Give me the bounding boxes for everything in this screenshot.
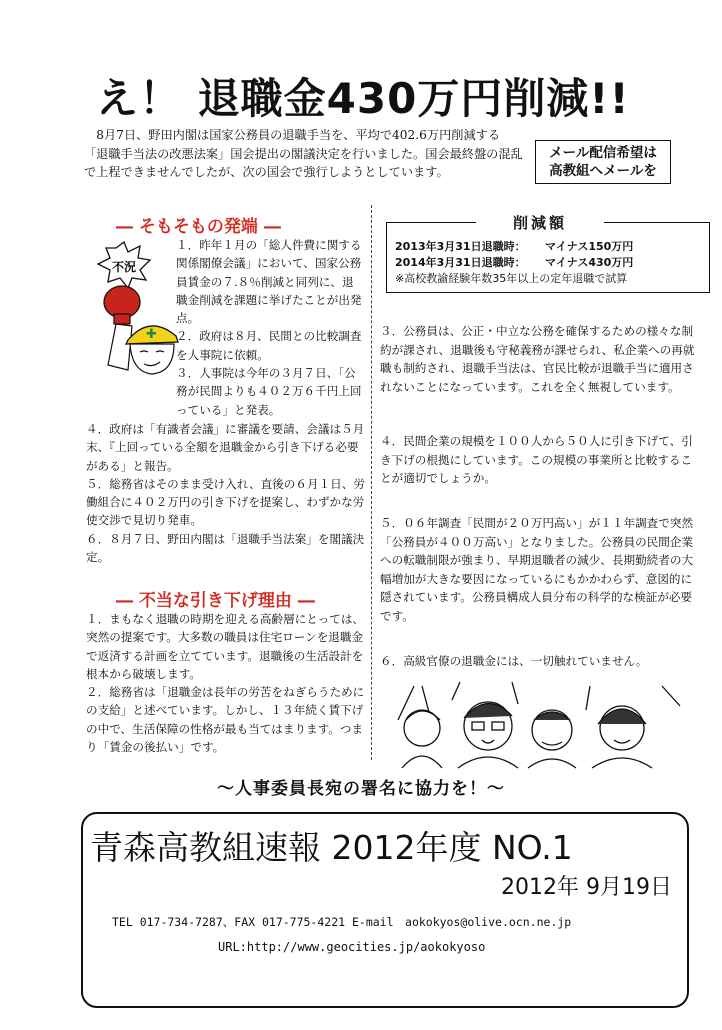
- intro-paragraph: 8月7日、野田内閣は国家公務員の退職手当を、平均で402.6万円削減する「退職手当法の改悪法案」国会提出の閣議決定を行いました。国会最終盤の混乱で上程できませんでしたが、次の国会で強行しようとしています。: [84, 128, 523, 179]
- cut-amount-title: 削減額: [476, 212, 604, 233]
- boxing-glove-icon: [104, 286, 140, 324]
- list-item: ５．０６年調査「民間が２０万円高い」が１１年調査で突然「公務員が４００万高い」となりました。公務員の民間企業への転職制限が強まり、早期退職者の減少、長期勤続者の大幅増加が大きな要因になっているにもかかわらず、意図的に隠されています。公務員構成人員分布の科学的な検証が必要です。: [380, 516, 694, 623]
- list-item: ４．民間企業の規模を１００人から５０人に引き下げて、引き下げの根拠にしています。この規模の事業所と比較することが適切でしょうか。: [380, 434, 693, 486]
- url-link[interactable]: URL:http://www.geocities.jp/aokokyoso: [218, 940, 486, 954]
- section1-items-wide: [86, 420, 366, 566]
- illustration-label: 不況: [112, 260, 137, 274]
- cut-row: [395, 239, 703, 255]
- list-item: ６．高級官僚の退職金には、一切触れていません。: [380, 654, 648, 668]
- list-item: ６．８月７日、野田内閣は「退職手当法案」を閣議決定。: [86, 531, 365, 565]
- list-item: ２．政府は８月、民間との比較調査を人事院に依頼。: [176, 329, 362, 362]
- contact-line: TEL 017-734-7287、FAX 017-775-4221 E-mail aokokyos@olive.ocn.ne.jp: [112, 915, 572, 929]
- svg-text:✚: ✚: [146, 327, 157, 342]
- bulletin-date: 2012年 9月19日: [501, 875, 672, 900]
- list-item: ５．総務省はそのまま受け入れ、直後の６月１日、労働組合に４０２万円の引き下げを提案し、わずかな労使交渉で見切り発車。: [86, 476, 365, 528]
- list-item: ３．公務員は、公正・中立な公務を確保するための様々な制約が課され、退職後も守秘義務が課せられ、私企業への再就職も制約され、退職手当法は、官民比較が退職手当に適用されないことになっています。これを全く無視しています。: [380, 324, 695, 394]
- appeal-line: ～人事委員長宛の署名に協力を！～: [217, 779, 505, 799]
- section1-title: ― そもそもの発端 ―: [116, 217, 281, 237]
- cut-row-label: 2014年3月31日退職時：: [395, 256, 526, 269]
- mail-notice-box: [535, 140, 671, 184]
- right-item-4: [380, 432, 700, 488]
- column-divider: [371, 205, 372, 760]
- cut-row-value: マイナス430万円: [545, 256, 634, 269]
- mail-notice-line: 高教組へメールを: [549, 163, 657, 179]
- list-item: １．まもなく退職の時期を迎える高齢層にとっては、突然の提案です。大多数の職員は住宅ローンを退職金で返済する計画を立てています。退職後の生活設計を根本から破壊します。: [86, 612, 365, 681]
- hard-hat-icon: [126, 326, 178, 344]
- mail-notice-line: メール配信希望は: [549, 145, 657, 161]
- intro-text: [84, 126, 524, 182]
- cut-note: ※高校教諭経験年数35年以上の定年退職で試算: [395, 272, 628, 285]
- section2-items: [86, 610, 366, 756]
- right-item-5: [380, 514, 700, 626]
- cut-row-value: マイナス150万円: [545, 240, 634, 253]
- list-item: ３．人事院は今年の３月７日、「公務が民間よりも４０２万６千円上回っている」と発表。: [176, 366, 362, 417]
- cut-row-label: 2013年3月31日退職時：: [395, 240, 526, 253]
- list-item: ２．総務省は「退職金は長年の労苦をねぎらうためにの支給」と述べています。しかし、１３年続く賃下げの中で、生活保障の性格が最も当てはまります。つまり「賃金の後払い」です。: [86, 685, 365, 755]
- right-item-6: [380, 652, 700, 671]
- worker-illustration: [88, 240, 184, 390]
- cheering-people-illustration: [392, 680, 688, 770]
- bulletin-title: 青森高教組速報 2012年度 NO.1: [90, 828, 573, 867]
- list-item: １．昨年１月の「総人件費に関する関係閣僚会議」において、国家公務員賃金の７.８％削減と同列に、退職金削減を課題に挙げたことが出発点。: [176, 238, 362, 326]
- cut-row: [395, 255, 703, 271]
- section2-title: ― 不当な引き下げ理由 ―: [116, 591, 315, 611]
- section1-items-narrow: [176, 236, 364, 419]
- list-item: ４．政府は「有識者会議」に審議を要請、会議は５月末、『上回っている全額を退職金から引き下げる必要がある」と報告。: [86, 422, 365, 473]
- right-item-3: [380, 322, 700, 396]
- page-title: え！ 退職金430万円削減!!: [96, 74, 630, 123]
